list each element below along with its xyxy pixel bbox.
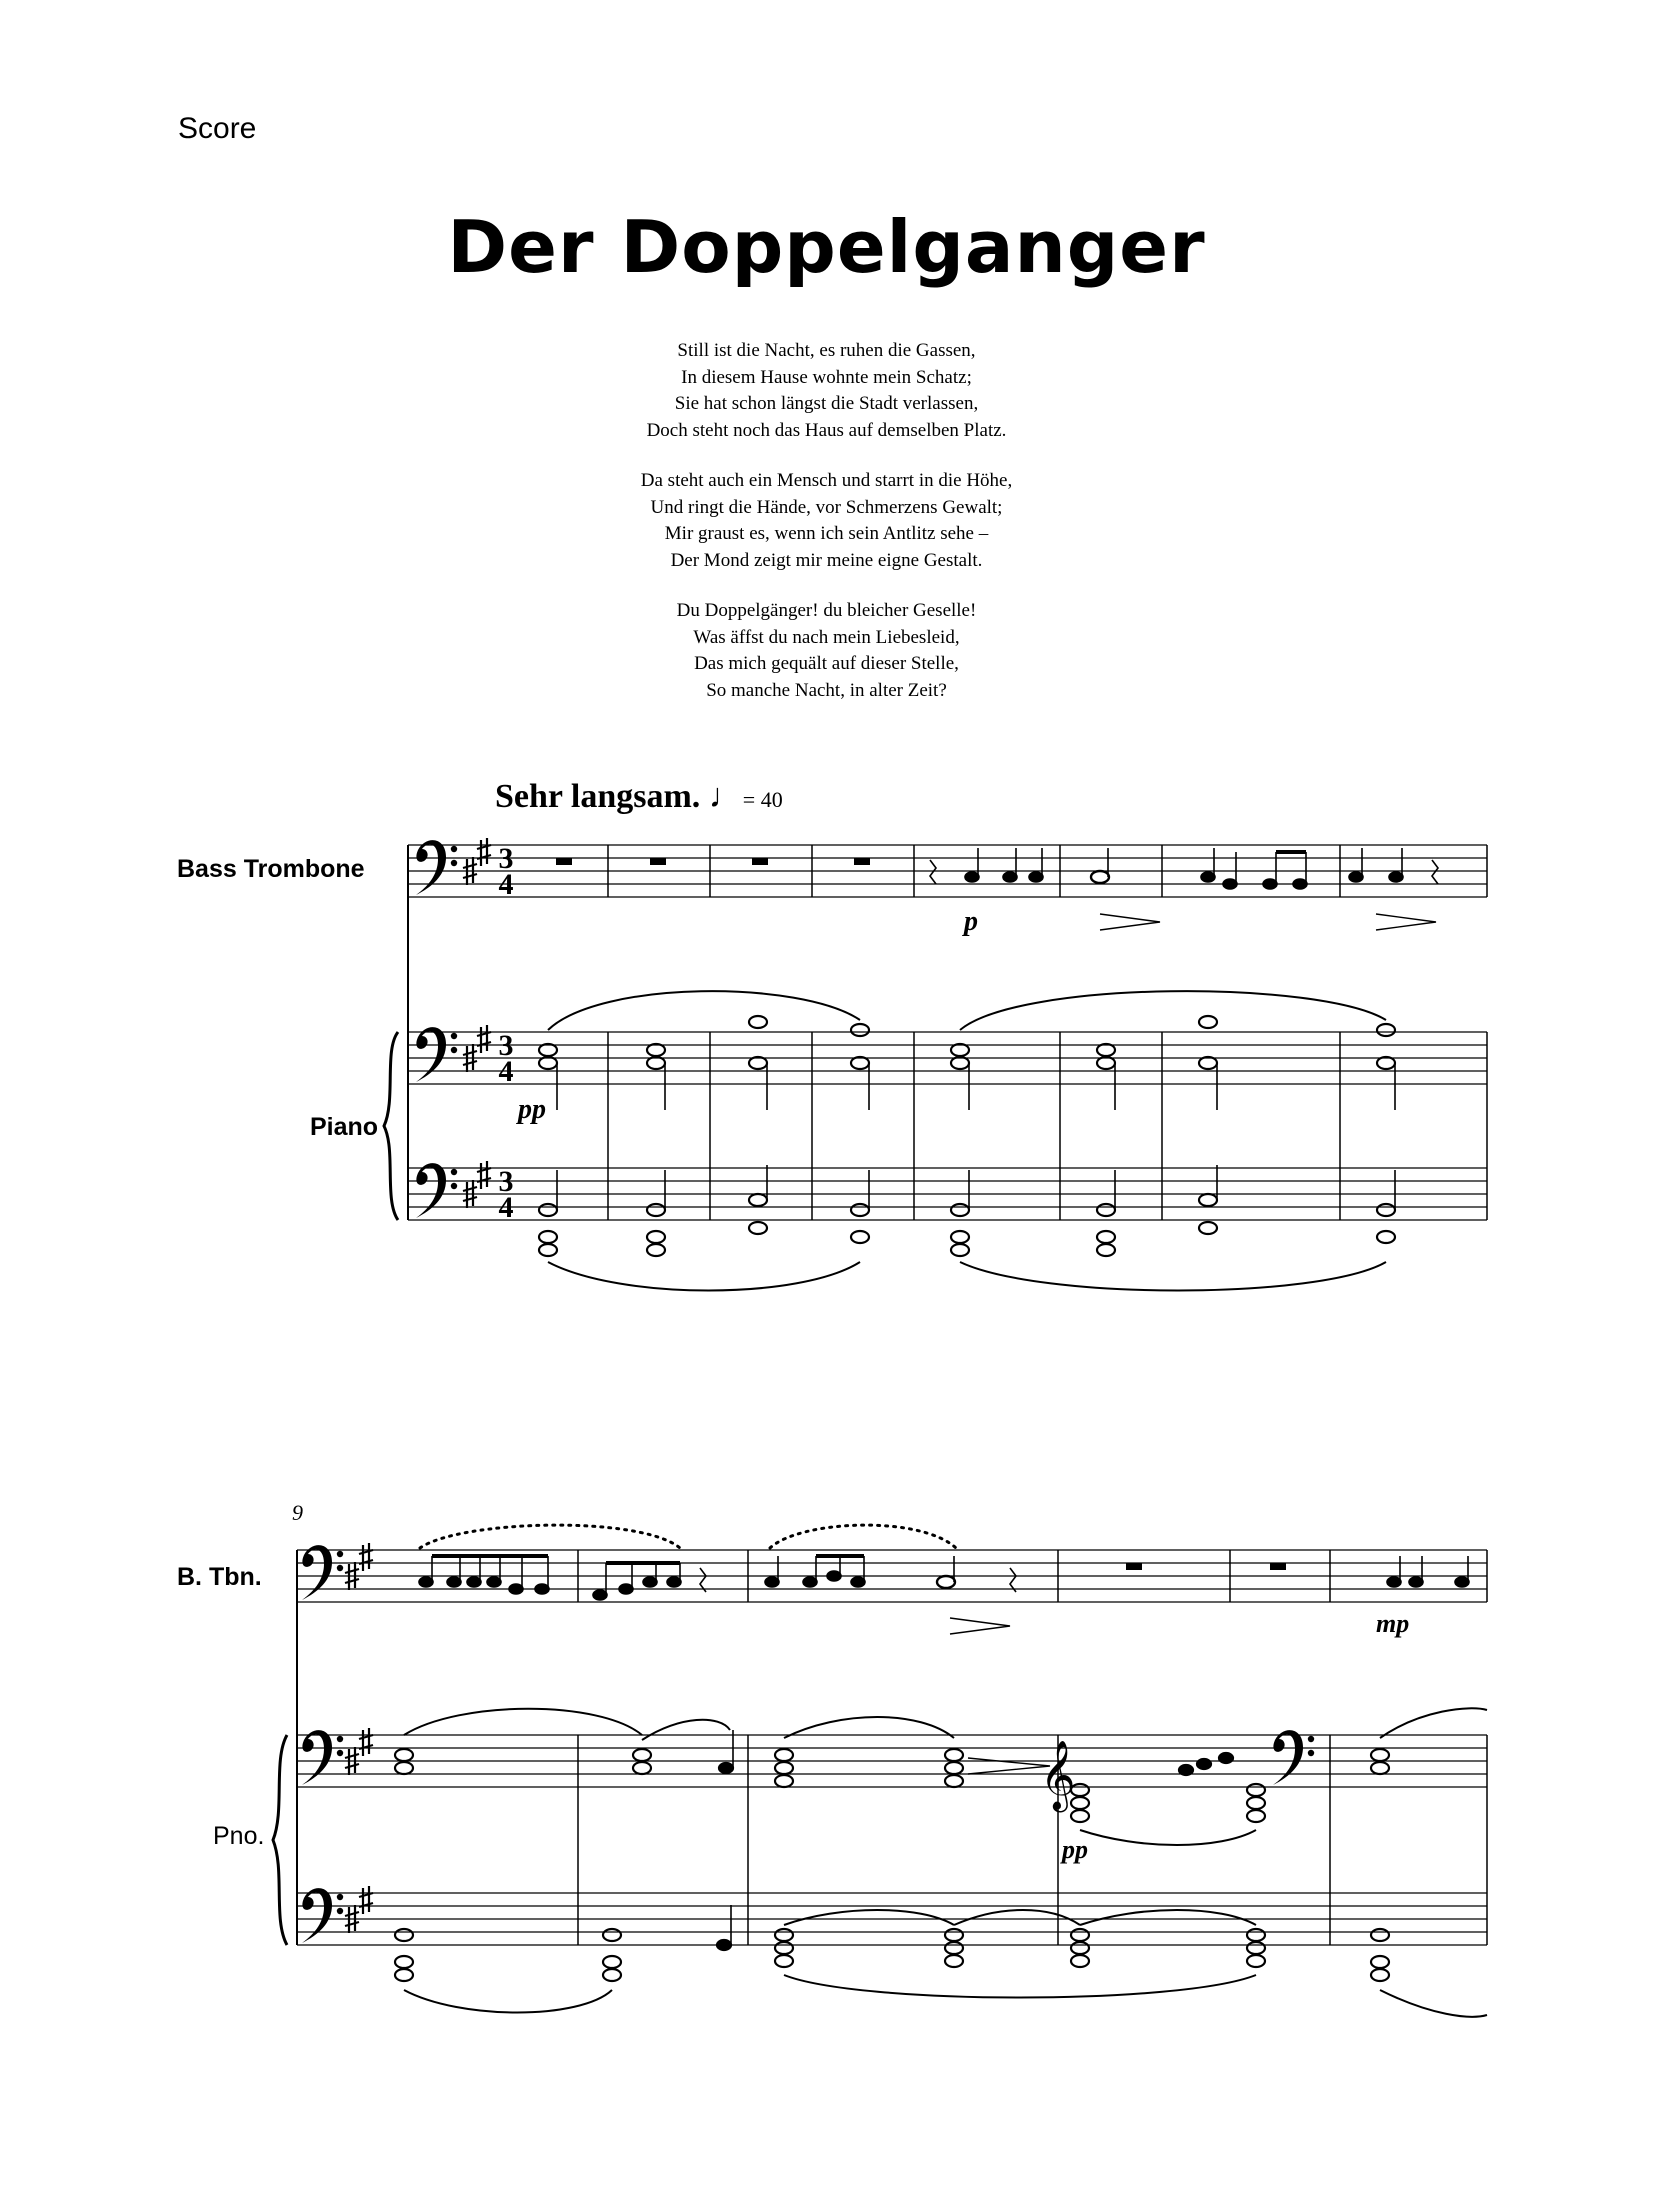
decrescendo-hairpin	[950, 1618, 1010, 1634]
poem-line: Da steht auch ein Mensch und starrt in die Höhe,	[640, 470, 1013, 491]
dynamic-marking: p	[964, 906, 978, 937]
key-signature	[463, 838, 491, 1208]
piano-chords-upper-2	[395, 1730, 1389, 1822]
poem-line: Mir graust es, wenn ich sein Antlitz sehe –	[664, 523, 989, 544]
decrescendo-hairpins	[1100, 914, 1436, 930]
bass-clef-icon	[1273, 1730, 1314, 1785]
piano-lower-staff-2	[297, 1893, 1487, 1945]
poem-line: Was äffst du nach mein Liebesleid,	[693, 626, 960, 648]
piano-upper-staff-2	[297, 1735, 1487, 1787]
svg-text:3: 3	[498, 1165, 514, 1198]
poem-line: Und ringt die Hände, vor Schmerzens Gewalt;	[650, 496, 1003, 518]
tempo-text: Sehr langsam.	[495, 778, 701, 815]
poem-line: Sie hat schon längst die Stadt verlassen,	[674, 393, 979, 414]
piano-chords-lower-1	[539, 1165, 1395, 1256]
whole-rests	[556, 858, 870, 865]
score-label: Score	[178, 112, 257, 145]
whole-rests	[1126, 1563, 1286, 1570]
quarter-note-icon: ♩	[708, 778, 743, 815]
treble-clef-icon: 𝄞	[1040, 1742, 1076, 1808]
svg-text:4: 4	[498, 868, 514, 901]
measure-number: 9	[292, 1500, 303, 1525]
dotted-slurs	[420, 1525, 956, 1548]
piano-brace	[384, 1032, 398, 1220]
bass-clef-icon	[302, 1730, 343, 1785]
instrument-label-piano-short: Pno.	[213, 1822, 265, 1850]
instrument-label-piano: Piano	[310, 1113, 379, 1141]
dynamic-marking: pp	[1062, 1835, 1088, 1864]
poem-line: In diesem Hause wohnte mein Schatz;	[681, 366, 972, 388]
piano-upper-staff-1	[408, 1032, 1487, 1084]
piano-chords-lower-2	[395, 1905, 1389, 1981]
trombone-notes-m5-8	[930, 848, 1438, 889]
bass-clef-icon	[416, 840, 457, 895]
poem-line: Doch steht noch das Haus auf demselben Platz.	[646, 419, 1007, 441]
bass-clef-icon	[416, 1163, 457, 1218]
trombone-staff-1	[408, 845, 1487, 897]
svg-text:3: 3	[498, 842, 514, 875]
metronome-value: = 40	[742, 787, 783, 812]
bass-clef-icon	[302, 1545, 343, 1600]
dynamic-marking: mp	[1376, 1609, 1410, 1638]
poem-line: Der Mond zeigt mir meine eigne Gestalt.	[670, 549, 983, 571]
svg-text:4: 4	[498, 1055, 514, 1088]
piano-brace	[273, 1735, 287, 1945]
piano-lower-staff-1	[408, 1168, 1487, 1220]
page-title: Der Doppelganger	[447, 205, 1206, 289]
piano-chords-upper-1	[539, 1016, 1395, 1110]
instrument-label-trombone: Bass Trombone	[177, 855, 365, 883]
dynamic-marking: pp	[518, 1094, 546, 1125]
svg-text:3: 3	[498, 1029, 514, 1062]
poem-line: Still ist die Nacht, es ruhen die Gassen,	[677, 340, 976, 361]
bass-clef-icon	[302, 1888, 343, 1943]
bass-clef-icon	[416, 1027, 457, 1082]
poem-line: Das mich gequält auf dieser Stelle,	[694, 653, 959, 674]
svg-text:4: 4	[498, 1191, 514, 1224]
instrument-label-trombone-short: B. Tbn.	[177, 1563, 262, 1591]
poem-line: Du Doppelgänger! du bleicher Geselle!	[676, 600, 977, 621]
time-signature	[499, 842, 514, 1224]
poem-line: So manche Nacht, in alter Zeit?	[706, 679, 947, 701]
